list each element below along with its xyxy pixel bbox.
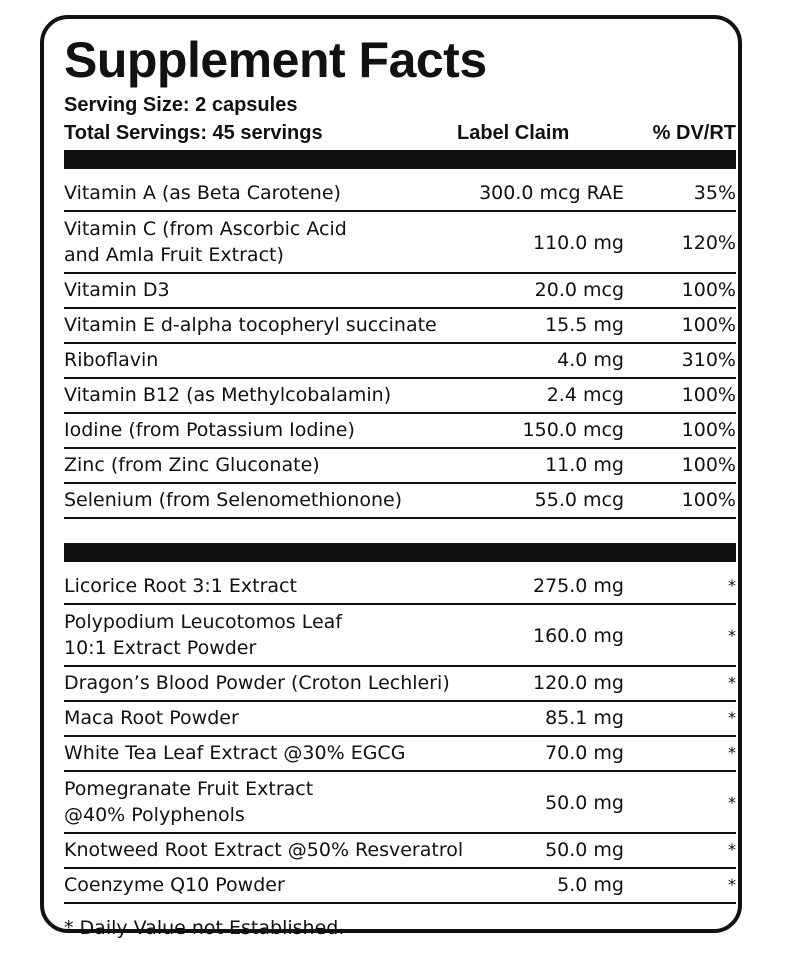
ingredient-dv: 120% [681, 232, 736, 254]
ingredient-dv: 310% [681, 349, 736, 371]
ingredient-dv: 100% [681, 489, 736, 511]
section-divider-bar [64, 150, 736, 169]
label-claim-header: Label Claim [457, 122, 570, 144]
ingredient-name: Maca Root Powder [64, 707, 239, 729]
ingredient-dv: * [728, 793, 736, 812]
ingredient-row [64, 772, 736, 834]
ingredient-dv: * [728, 626, 736, 645]
ingredient-dv: 100% [681, 454, 736, 476]
ingredient-amount: 2.4 mcg [546, 384, 624, 406]
ingredient-dv: * [728, 875, 736, 894]
ingredient-amount: 300.0 mcg RAE [479, 182, 624, 204]
ingredient-row [64, 212, 736, 274]
ingredient-name: Zinc (from Zinc Gluconate) [64, 454, 320, 476]
ingredient-name: Iodine (from Potassium Iodine) [64, 419, 355, 441]
ingredient-amount: 275.0 mg [532, 575, 624, 597]
footnote: * Daily Value not Established. [64, 917, 345, 939]
ingredient-amount: 11.0 mg [545, 454, 624, 476]
ingredient-amount: 50.0 mg [545, 839, 624, 861]
ingredient-name: Polypodium Leucotomos Leaf 10:1 Extract Powder [64, 611, 343, 659]
ingredient-row [64, 177, 736, 212]
ingredient-amount: 4.0 mg [557, 349, 624, 371]
ingredient-name: White Tea Leaf Extract @30% EGCG [64, 742, 406, 764]
ingredient-row [64, 834, 736, 869]
ingredient-amount: 50.0 mg [545, 792, 624, 814]
ingredient-amount: 110.0 mg [532, 232, 624, 254]
ingredient-name: Pomegranate Fruit Extract @40% Polyphenols [64, 778, 314, 826]
ingredient-row [64, 379, 736, 414]
ingredient-amount: 120.0 mg [532, 672, 624, 694]
ingredient-dv: 100% [681, 384, 736, 406]
ingredient-amount: 20.0 mcg [534, 279, 624, 301]
ingredient-dv: 100% [681, 419, 736, 441]
ingredient-name: Vitamin C (from Ascorbic Acid and Amla Fruit Extract) [64, 218, 347, 266]
supplement-facts-panel [40, 15, 742, 939]
botanicals-list [64, 570, 736, 904]
ingredient-dv: * [728, 840, 736, 859]
ingredient-row [64, 667, 736, 702]
ingredient-dv: 35% [693, 182, 736, 204]
ingredient-dv: * [728, 673, 736, 692]
ingredient-dv: * [728, 576, 736, 595]
ingredient-dv: 100% [681, 279, 736, 301]
ingredient-dv: * [728, 743, 736, 762]
ingredient-amount: 5.0 mg [557, 874, 624, 896]
ingredient-amount: 15.5 mg [545, 314, 624, 336]
ingredient-amount: 55.0 mcg [534, 489, 624, 511]
ingredient-name: Riboflavin [64, 349, 159, 371]
ingredient-row [64, 274, 736, 309]
ingredient-row [64, 570, 736, 605]
ingredient-row [64, 484, 736, 519]
ingredient-name: Vitamin A (as Beta Carotene) [64, 182, 341, 204]
serving-size: Serving Size: 2 capsules [64, 94, 298, 116]
ingredient-name: Selenium (from Selenomethionone) [64, 489, 403, 511]
ingredient-amount: 70.0 mg [545, 742, 624, 764]
ingredient-name: Coenzyme Q10 Powder [64, 874, 285, 896]
ingredient-amount: 85.1 mg [545, 707, 624, 729]
ingredient-row [64, 737, 736, 772]
ingredient-name: Dragon’s Blood Powder (Croton Lechleri) [64, 672, 450, 694]
vitamins-list [64, 177, 736, 519]
ingredient-dv: * [728, 708, 736, 727]
ingredient-row [64, 449, 736, 484]
ingredient-name: Licorice Root 3:1 Extract [64, 575, 297, 597]
ingredient-name: Vitamin D3 [64, 279, 170, 301]
ingredient-row [64, 414, 736, 449]
ingredient-amount: 150.0 mcg [522, 419, 624, 441]
panel-title: Supplement Facts [64, 32, 487, 88]
ingredient-amount: 160.0 mg [532, 625, 624, 647]
ingredient-dv: 100% [681, 314, 736, 336]
panel-content [64, 29, 736, 942]
ingredient-row [64, 309, 736, 344]
ingredient-row [64, 869, 736, 904]
ingredient-row [64, 344, 736, 379]
section-divider-bar [64, 543, 736, 562]
ingredient-row [64, 605, 736, 667]
ingredient-name: Vitamin E d-alpha tocopheryl succinate [64, 314, 437, 336]
column-header-row [64, 119, 736, 147]
ingredient-row [64, 702, 736, 737]
ingredient-name: Knotweed Root Extract @50% Resveratrol [64, 839, 464, 861]
total-servings: Total Servings: 45 servings [64, 122, 323, 144]
dv-header: % DV/RT [652, 122, 736, 144]
ingredient-name: Vitamin B12 (as Methylcobalamin) [64, 384, 392, 406]
